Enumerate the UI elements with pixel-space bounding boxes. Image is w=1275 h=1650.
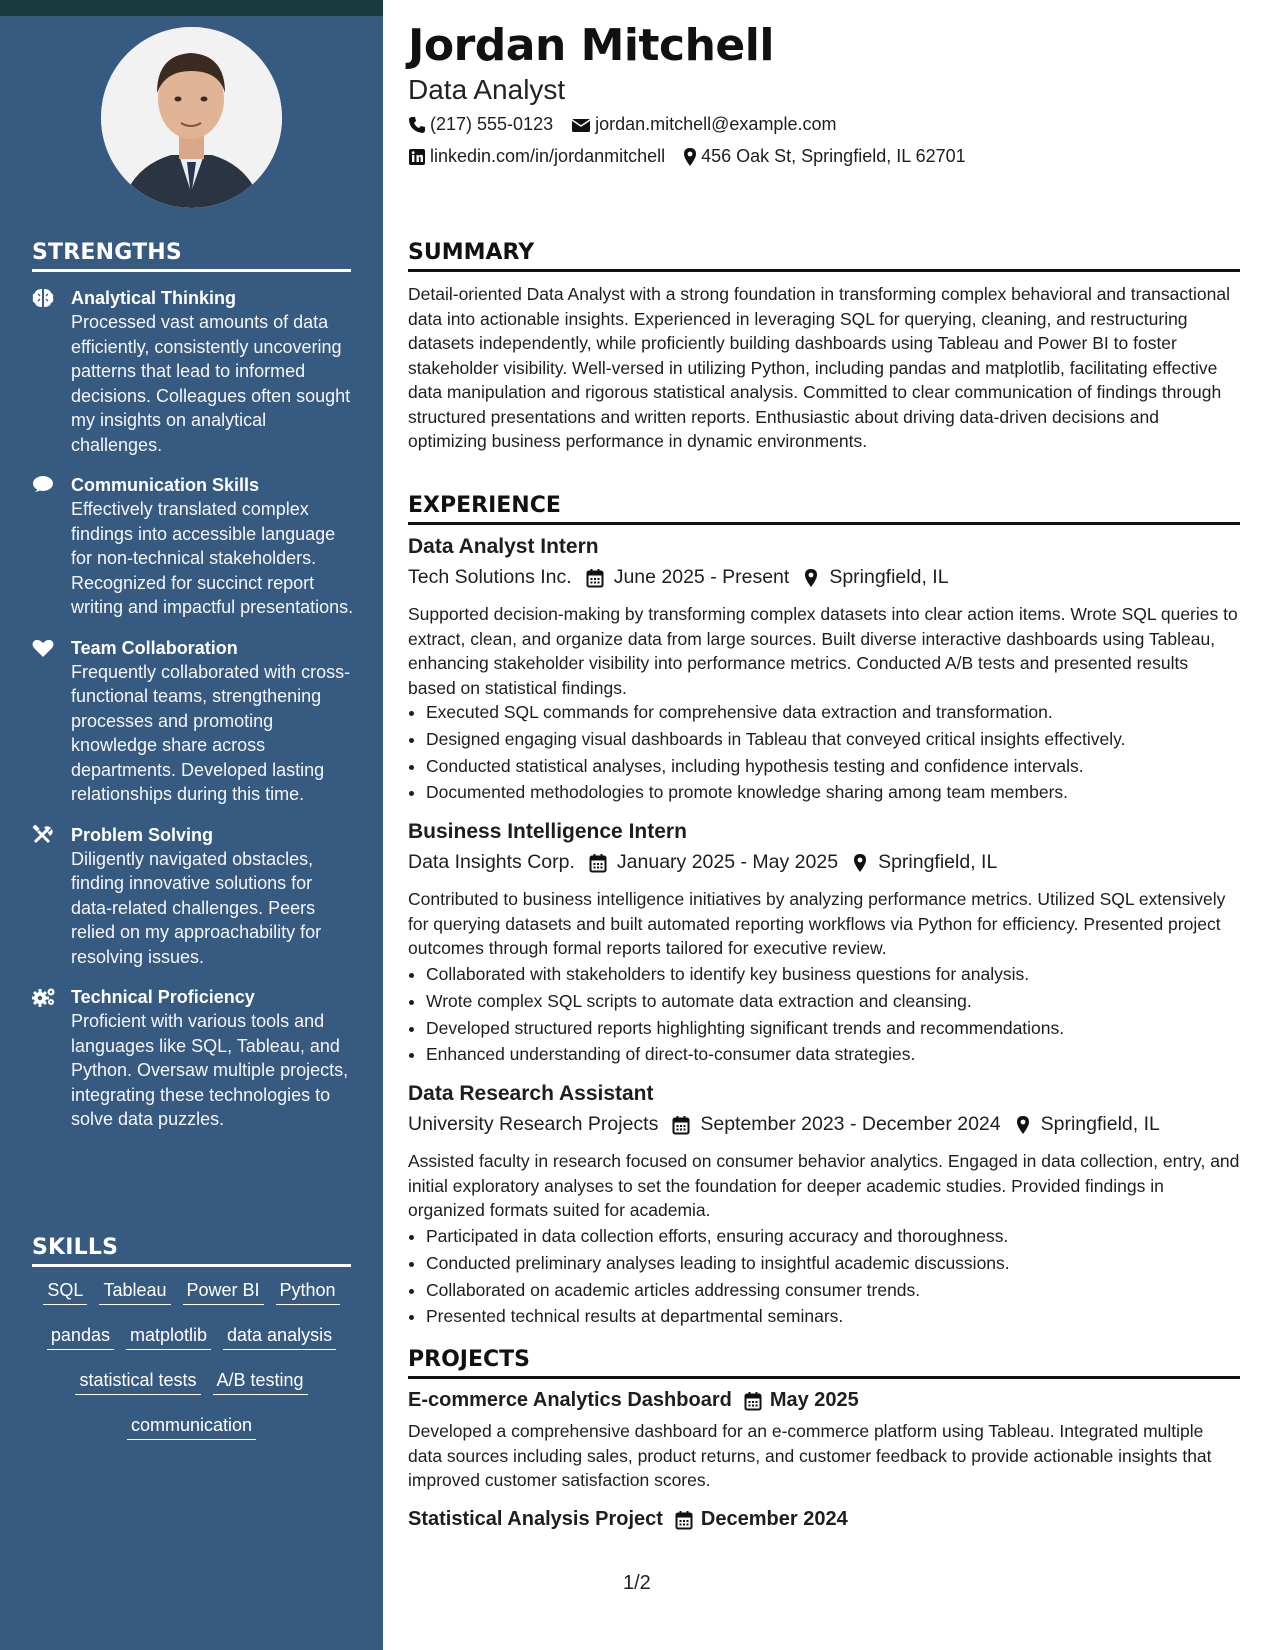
job-bullets (408, 961, 1258, 1068)
address-text: 456 Oak St, Springfield, IL 62701 (701, 146, 966, 166)
list-item: • Developed structured reports highlighting significant trends and recommendations. (426, 1015, 1258, 1042)
contact-row (408, 146, 984, 167)
list-item: • Collaborated on academic articles addressing consumer trends. (426, 1277, 1258, 1304)
list-item: • Wrote complex SQL scripts to automate data extraction and cleansing. (426, 988, 1258, 1015)
list-item: • Designed engaging visual dashboards in Tableau that conveyed critical insights effectively. (426, 726, 1258, 753)
strength-description: Proficient with various tools and languages like SQL, Tableau, and Python. Oversaw multiple projects, integrating these technologies to solve data puzzles. (71, 1011, 349, 1129)
strength-description: Processed vast amounts of data efficiently, consistently uncovering patterns that lead to informed decisions. Colleagues often sought my insights on analytical challenges. (71, 312, 351, 455)
map-pin-icon (1015, 1115, 1031, 1135)
calendar-icon (744, 1391, 762, 1411)
strength-title: Communication Skills (71, 475, 260, 495)
job-title: Data Research Assistant (408, 1082, 654, 1105)
skill-tag: statistical tests (75, 1368, 200, 1395)
job-bullets (408, 1223, 1258, 1330)
list-item: • Enhanced understanding of direct-to-consumer data strategies. (426, 1041, 1258, 1068)
job-company: Tech Solutions Inc. (408, 566, 572, 588)
job-location: Springfield, IL (878, 851, 998, 873)
job-meta (408, 851, 997, 874)
map-pin-icon (852, 853, 868, 873)
list-item: • Participated in data collection efforts, ensuring accuracy and thoroughness. (426, 1223, 1258, 1250)
list-item: • Presented technical results at departmental seminars. (426, 1303, 1258, 1330)
project-date: May 2025 (769, 1389, 859, 1411)
experience-heading: EXPERIENCE (408, 493, 1240, 525)
job-title: Data Analyst Intern (408, 535, 599, 558)
skill-tag: Tableau (99, 1278, 170, 1305)
job-description: Assisted faculty in research focused on consumer behavior analytics. Engaged in data collection, entry, and initial exploratory analyses to set the foundation for deeper academic studies. Provided findings in organized formats suited for academia. (408, 1151, 1240, 1220)
strength-title: Technical Proficiency (71, 987, 255, 1007)
job-description: Supported decision-making by transforming complex datasets into clear action items. Wrote SQL queries to extract, clean, and organize data from large sources. Built diverse interactive dashboards using Tableau, enhancing stakeholder visibility into performance metrics. Conducted A/B tests and presented results based on statistical findings. (408, 604, 1238, 698)
strength-description: Effectively translated complex findings into accessible language for non-technical stakeholders. Recognized for succinct report writing and impactful presentations. (71, 499, 354, 617)
project-date: December 2024 (700, 1508, 848, 1530)
email-text[interactable]: jordan.mitchell@example.com (595, 114, 837, 134)
job-dates: January 2025 - May 2025 (616, 851, 839, 873)
linkedin-icon (408, 148, 426, 166)
strength-title: Team Collaboration (71, 637, 238, 658)
skill-tag: Python (276, 1278, 340, 1305)
job-meta (408, 1113, 1160, 1136)
linkedin-text[interactable]: linkedin.com/in/jordanmitchell (430, 146, 666, 166)
list-item: • Conducted statistical analyses, including hypothesis testing and confidence intervals. (426, 753, 1258, 780)
project-description: Developed a comprehensive dashboard for an e-commerce platform using Tableau. Integrated multiple data sources including sales, product returns, and customer feedback to provide actionable insights that improved customer satisfaction scores. (408, 1421, 1212, 1490)
strength-item (32, 636, 357, 807)
skill-tag: SQL (43, 1278, 87, 1305)
job-description: Contributed to business intelligence initiatives by analyzing performance metrics. Utilized SQL extensively for querying datasets and built automated reporting workflows via Python for efficiency. Presented project outcomes through formal reports tailored for executive review. (408, 889, 1226, 958)
job-company: Data Insights Corp. (408, 851, 575, 873)
skill-tag: matplotlib (126, 1323, 211, 1350)
map-pin-icon (683, 147, 697, 167)
sidebar (0, 0, 383, 1650)
calendar-icon (586, 568, 604, 588)
skill-tag: Power BI (183, 1278, 264, 1305)
strength-title: Analytical Thinking (71, 288, 237, 308)
list-item: • Conducted preliminary analyses leading to insightful academic discussions. (426, 1250, 1258, 1277)
job-company: University Research Projects (408, 1113, 659, 1135)
strength-description: Frequently collaborated with cross-functional teams, strengthening processes and promoting knowledge share across departments. Developed lasting relationships during this time. (71, 661, 351, 804)
skill-tag: communication (127, 1413, 256, 1440)
projects-heading: PROJECTS (408, 1347, 1240, 1379)
calendar-icon (675, 1510, 693, 1530)
list-item: • Executed SQL commands for comprehensive data extraction and transformation. (426, 699, 1258, 726)
profile-photo (101, 27, 282, 208)
job-dates: June 2025 - Present (613, 566, 790, 588)
job-location: Springfield, IL (1040, 1113, 1160, 1135)
tools-icon (32, 823, 71, 970)
phone-text: (217) 555-0123 (430, 114, 554, 134)
job-bullets (408, 699, 1258, 806)
strength-item (32, 286, 357, 457)
contact-row (408, 114, 854, 135)
job-title: Business Intelligence Intern (408, 820, 687, 843)
skill-tag: A/B testing (213, 1368, 308, 1395)
envelope-icon (571, 117, 591, 133)
calendar-icon (589, 853, 607, 873)
email-contact[interactable] (571, 114, 836, 135)
strength-title: Problem Solving (71, 824, 214, 845)
strength-item (32, 985, 357, 1132)
heart-icon (32, 636, 71, 807)
sidebar-top-bar (0, 0, 383, 16)
project-title-row (408, 1508, 848, 1531)
candidate-name: Jordan Mitchell (408, 20, 774, 71)
page-number: 1/2 (623, 1572, 651, 1594)
strengths-list (32, 286, 357, 1148)
project-title-row (408, 1389, 859, 1412)
speech-bubble-icon (32, 473, 71, 620)
skills-heading: SKILLS (32, 1235, 351, 1267)
skill-tag: data analysis (223, 1323, 336, 1350)
job-location: Springfield, IL (829, 566, 949, 588)
strength-item (32, 823, 357, 970)
map-pin-icon (803, 568, 819, 588)
skill-tag: pandas (47, 1323, 114, 1350)
brain-icon (32, 286, 71, 457)
gears-icon (32, 985, 71, 1132)
project-title: E-commerce Analytics Dashboard (408, 1389, 732, 1411)
job-dates: September 2023 - December 2024 (700, 1113, 1001, 1135)
candidate-role: Data Analyst (408, 74, 566, 105)
skills-list (32, 1278, 351, 1440)
address-contact (683, 146, 966, 167)
list-item: • Collaborated with stakeholders to identify key business questions for analysis. (426, 961, 1258, 988)
calendar-icon (672, 1115, 690, 1135)
phone-icon (408, 116, 426, 134)
strengths-heading: STRENGTHS (32, 240, 351, 272)
phone-contact (408, 114, 553, 135)
summary-heading: SUMMARY (408, 240, 1240, 272)
job-meta (408, 566, 949, 589)
strength-item (32, 473, 357, 620)
strength-description: Diligently navigated obstacles, finding innovative solutions for data-related challenges. Peers relied on my approachability for resolving issues. (71, 848, 322, 967)
list-item: • Documented methodologies to promote knowledge sharing among team members. (426, 779, 1258, 806)
linkedin-contact[interactable] (408, 146, 665, 167)
summary-text: Detail-oriented Data Analyst with a strong foundation in transforming complex behavioral and transactional data into actionable insights. Experienced in leveraging SQL for querying, cleaning, and restructuring datasets independently, while proficiently building dashboards using Tableau and Power BI to foster stakeholder visibility. Well-versed in utilizing Python, including pandas and matplotlib, facilitating effective data manipulation and rigorous statistical analysis. Committed to clear communication of findings through structured presentations and written reports. Enthusiastic about driving data-driven decisions and optimizing business performance in dynamic environments. (408, 284, 1230, 451)
project-title: Statistical Analysis Project (408, 1508, 663, 1530)
